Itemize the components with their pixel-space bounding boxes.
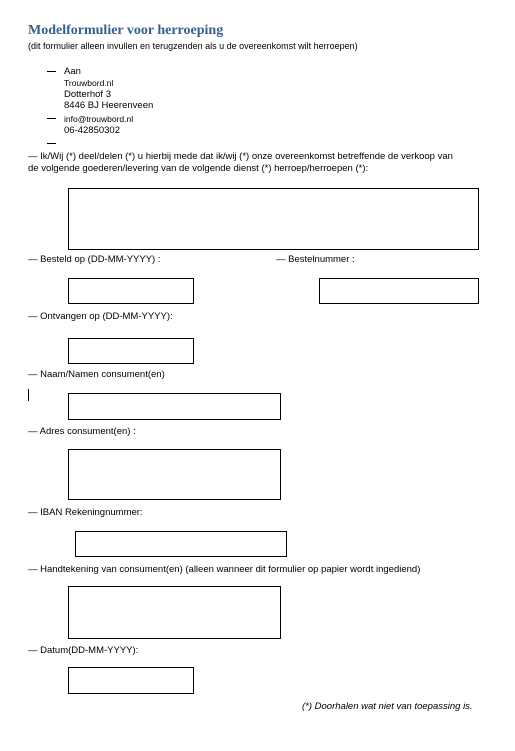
bullet-dash xyxy=(47,143,56,144)
date-field[interactable] xyxy=(68,667,194,694)
address-to: Aan xyxy=(64,66,81,77)
page-title: Modelformulier voor herroeping xyxy=(28,23,224,38)
consumer-address-field[interactable] xyxy=(68,449,281,500)
ordered-date-field[interactable] xyxy=(68,278,194,304)
footnote: (*) Doorhalen wat niet van toepassing is. xyxy=(302,701,473,712)
address-company: Trouwbord.nl xyxy=(64,78,114,88)
statement-line-2: de volgende goederen/levering van de volgende dienst (*) herroep/herroepen (*): xyxy=(28,163,369,174)
address-city: 8446 BJ Heerenveen xyxy=(64,100,154,111)
signature-label: — Handtekening van consument(en) (alleen wanneer dit formulier op papier wordt ingediend) xyxy=(28,564,421,575)
consumer-name-label: — Naam/Namen consument(en) xyxy=(28,369,165,380)
bullet-dash xyxy=(47,118,56,119)
address-email: info@trouwbord.nl xyxy=(64,114,134,124)
date-label: — Datum(DD-MM-YYYY): xyxy=(28,645,139,656)
order-number-label: — Bestelnummer : xyxy=(276,254,355,265)
goods-field[interactable] xyxy=(68,188,479,250)
ordered-date-label: — Besteld op (DD-MM-YYYY) : xyxy=(28,254,161,265)
consumer-name-field[interactable] xyxy=(68,393,281,420)
received-date-label: — Ontvangen op (DD-MM-YYYY): xyxy=(28,311,173,322)
bullet-dash xyxy=(47,71,56,72)
page-subtitle: (dit formulier alleen invullen en terugzenden als u de overeenkomst wilt herroepen) xyxy=(28,41,358,51)
consumer-address-label: — Adres consument(en) : xyxy=(28,426,136,437)
iban-field[interactable] xyxy=(75,531,287,557)
received-date-field[interactable] xyxy=(68,338,194,364)
text-caret xyxy=(28,389,29,401)
address-phone: 06-42850302 xyxy=(64,125,120,136)
signature-field[interactable] xyxy=(68,586,281,639)
statement-line-1: — Ik/Wij (*) deel/delen (*) u hierbij mede dat ik/wij (*) onze overeenkomst betreffende de verkoop van xyxy=(28,151,453,162)
iban-label: — IBAN Rekeningnummer: xyxy=(28,507,143,518)
address-street: Dotterhof 3 xyxy=(64,89,111,100)
order-number-field[interactable] xyxy=(319,278,479,304)
